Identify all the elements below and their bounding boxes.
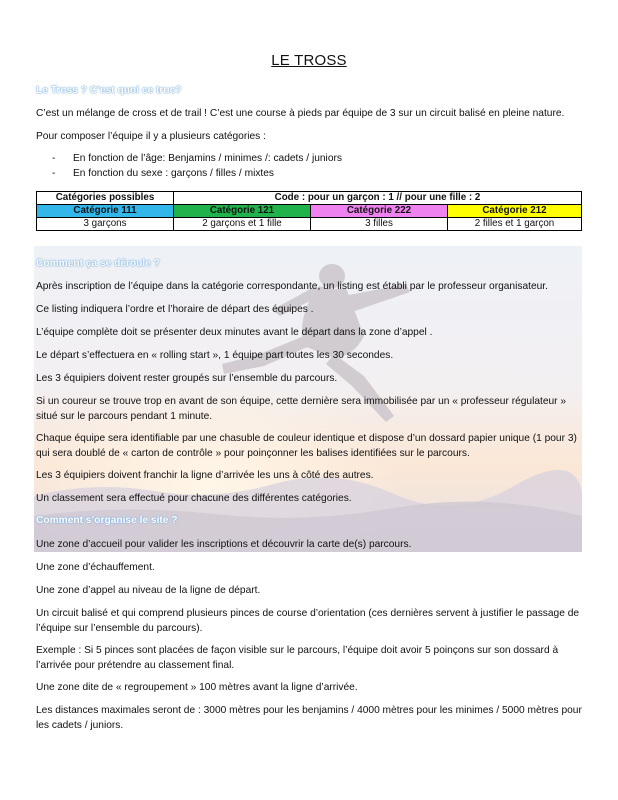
categories-table bbox=[36, 191, 582, 231]
paragraph: Chaque équipe sera identifiable par une chasuble de couleur identique et dispose d’un dossard papier unique (1 pour 3) qui sera doublé de « carton de contrôle » pour poinçonner les balises identifiées sur le parcours. bbox=[36, 433, 577, 459]
paragraph: Une zone dite de « regroupement » 100 mètres avant la ligne d’arrivée. bbox=[36, 682, 358, 693]
composition-222: 3 filles bbox=[311, 218, 448, 231]
paragraph: Une zone d’appel au niveau de la ligne de départ. bbox=[36, 585, 261, 596]
category-222-cell: Catégorie 222 bbox=[311, 205, 448, 218]
paragraph: Après inscription de l’équipe dans la catégorie correspondante, un listing est établi par le professeur organisateur. bbox=[36, 281, 548, 292]
paragraph: Les 3 équipiers doivent franchir la ligne d’arrivée les uns à côté des autres. bbox=[36, 470, 374, 481]
composition-212: 2 filles et 1 garçon bbox=[448, 218, 582, 231]
paragraph: Les distances maximales seront de : 3000 mètres pour les benjamins / 4000 mètres pour les minimes / 5000 mètres pour les cadets / juniors. bbox=[36, 705, 582, 731]
categories-intro: Pour composer l’équipe il y a plusieurs catégories : bbox=[36, 131, 266, 142]
bullet-dash: - bbox=[52, 168, 56, 179]
section-heading-site: Comment s’organise le site ? bbox=[36, 515, 178, 526]
bullet-text: En fonction du sexe : garçons / filles / mixtes bbox=[73, 168, 275, 179]
table-header-left: Catégories possibles bbox=[37, 192, 174, 205]
paragraph: Une zone d’échauffement. bbox=[36, 562, 155, 573]
intro-paragraph: C’est un mélange de cross et de trail ! C’est une course à pieds par équipe de 3 sur un circuit balisé en pleine nature. bbox=[36, 108, 565, 119]
paragraph: Ce listing indiquera l’ordre et l’horaire de départ des équipes . bbox=[36, 304, 314, 315]
category-111-cell: Catégorie 111 bbox=[37, 205, 174, 218]
paragraph: Un circuit balisé et qui comprend plusieurs pinces de course d’orientation (ces dernières servent à justifier le passage de l’équipe sur l’ensemble du parcours). bbox=[36, 608, 580, 634]
paragraph: Les 3 équipiers doivent rester groupés sur l’ensemble du parcours. bbox=[36, 373, 338, 384]
category-212-cell: Catégorie 212 bbox=[448, 205, 582, 218]
paragraph: Un classement sera effectué pour chacune des différentes catégories. bbox=[36, 493, 352, 504]
composition-121: 2 garçons et 1 fille bbox=[174, 218, 311, 231]
paragraph: Une zone d’accueil pour valider les inscriptions et découvrir la carte de(s) parcours. bbox=[36, 539, 412, 550]
section-heading-how: Comment ça se déroule ? bbox=[36, 258, 160, 269]
page-title: LE TROSS bbox=[271, 52, 347, 69]
bullet-dash: - bbox=[52, 153, 56, 164]
section-heading-what: Le Tross ? C’est quoi ce truc? bbox=[36, 85, 182, 96]
table-header-right: Code : pour un garçon : 1 // pour une fille : 2 bbox=[174, 192, 582, 205]
paragraph: Le départ s’effectuera en « rolling start », 1 équipe part toutes les 30 secondes. bbox=[36, 350, 394, 361]
bullet-text: En fonction de l’âge: Benjamins / minimes /: cadets / juniors bbox=[73, 153, 342, 164]
paragraph: L’équipe complète doit se présenter deux minutes avant le départ dans la zone d’appel . bbox=[36, 327, 433, 338]
paragraph: Si un coureur se trouve trop en avant de son équipe, cette dernière sera immobilisée par un « professeur régulateur » situé sur le parcours pendant 1 minute. bbox=[36, 396, 567, 422]
category-121-cell: Catégorie 121 bbox=[174, 205, 311, 218]
composition-111: 3 garçons bbox=[37, 218, 174, 231]
paragraph: Exemple : Si 5 pinces sont placées de façon visible sur le parcours, l’équipe doit avoir 5 poinçons sur son dossard à l’arrivée pour prétendre au classement final. bbox=[36, 645, 559, 671]
